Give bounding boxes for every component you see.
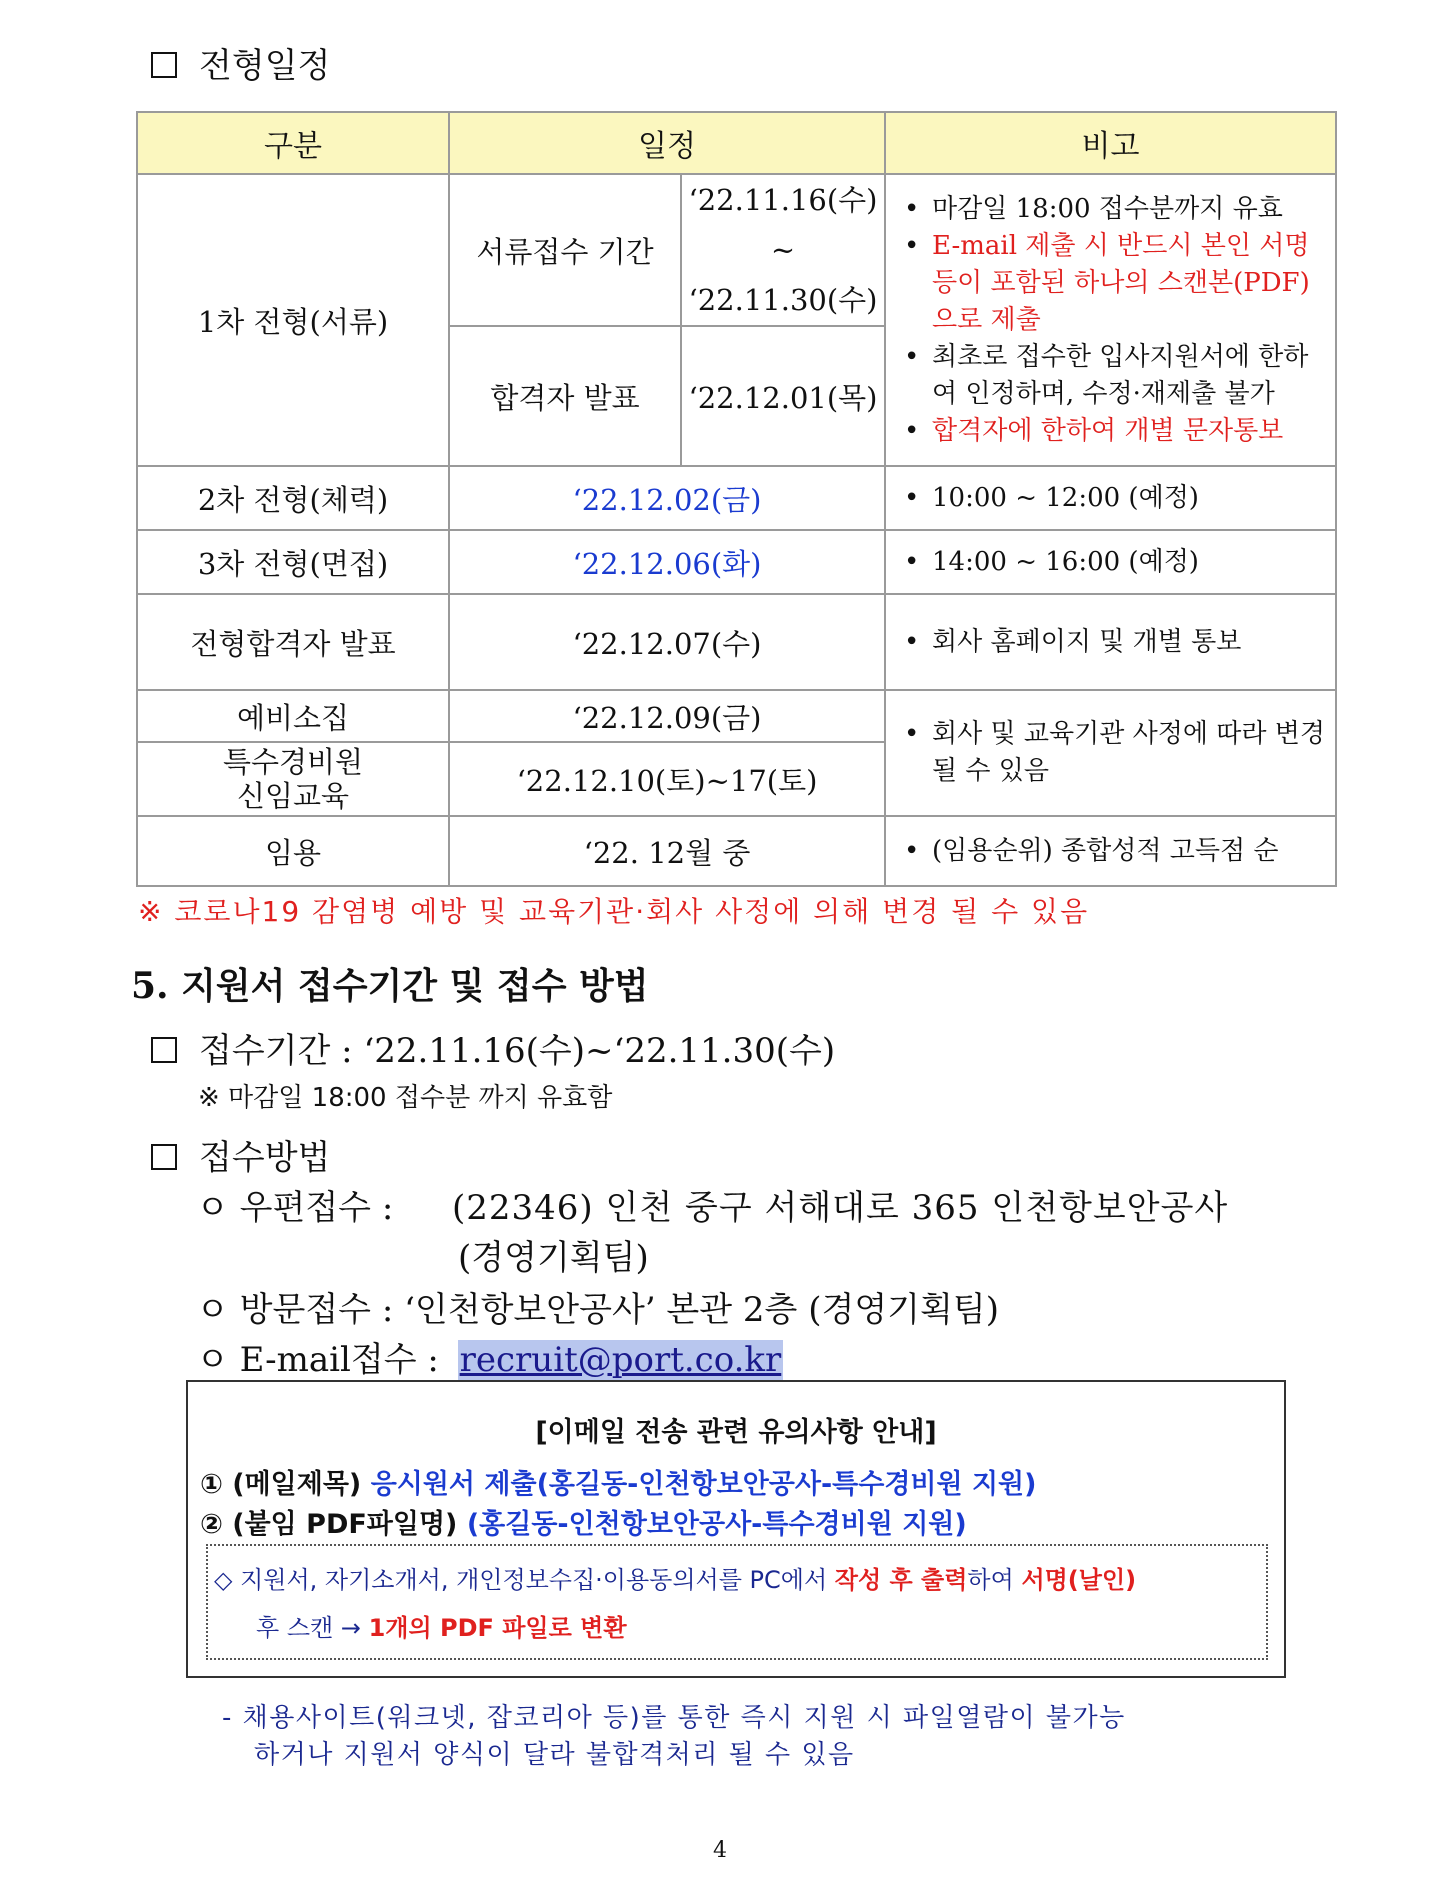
postal-label: ㅇ 우편접수 :: [196, 1188, 394, 1228]
page-number: 4: [713, 1838, 727, 1863]
hire-date: ‘22. 12월 중: [449, 816, 885, 886]
email-link[interactable]: recruit@port.co.kr: [459, 1340, 782, 1380]
stage1-sub2-date: ‘22.12.01(목): [681, 326, 885, 466]
stage1-sub2-label: 합격자 발표: [449, 326, 681, 466]
stage1-sub1-label: 서류접수 기간: [449, 174, 681, 326]
training-label-b: 신임교육: [236, 779, 350, 813]
site-warning-line2: 하거나 지원서 양식이 달라 불합격처리 될 수 있음: [254, 1740, 855, 1770]
table-row: [137, 690, 1336, 742]
reserve-training-note-text: • 회사 및 교육기관 사정에 따라 변경될 수 있음: [904, 716, 1325, 790]
schedule-table: [136, 111, 1337, 887]
email-notice-box: [186, 1380, 1286, 1678]
stage1-label: 1차 전형(서류): [137, 174, 449, 466]
site-warning-line1: - 채용사이트(워크넷, 잡코리아 등)를 통한 즉시 지원 시 파일열람이 불가능: [222, 1703, 1126, 1733]
stage3-note: [885, 530, 1336, 594]
table-row: [137, 466, 1336, 530]
header-remarks: 비고: [885, 112, 1336, 174]
table-row: [137, 530, 1336, 594]
final-note: [885, 594, 1336, 690]
table-row: [137, 816, 1336, 886]
application-method: [151, 1130, 330, 1179]
reserve-training-note: [885, 690, 1336, 816]
training-date: ‘22.12.10(토)~17(토): [449, 742, 885, 816]
stage3-note-text: • 14:00 ~ 16:00 (예정): [904, 544, 1325, 581]
final-note-text: • 회사 홈페이지 및 개별 통보: [904, 624, 1325, 661]
scan-instruction-c: 하여: [967, 1566, 1014, 1594]
stage2-note-text: • 10:00 ~ 12:00 (예정): [904, 480, 1325, 517]
application-method-text: 접수방법: [199, 1138, 331, 1178]
schedule-heading: [151, 38, 330, 87]
stage1-sub1-date: [681, 174, 885, 326]
email-notice-title: [이메일 전송 관련 유의사항 안내]: [535, 1417, 937, 1448]
hire-label: 임용: [137, 816, 449, 886]
covid-note: ※ 코로나19 감염병 예방 및 교육기관·회사 사정에 의해 변경 될 수 있음: [138, 895, 1090, 928]
stage3-date: ‘22.12.06(화): [449, 530, 885, 594]
section5-title: 5. 지원서 접수기간 및 접수 방법: [131, 965, 649, 1007]
stage2-date: ‘22.12.02(금): [449, 466, 885, 530]
scan-instruction-box: [206, 1544, 1268, 1660]
table-row: [137, 174, 1336, 326]
item1-value: 응시원서 제출(홍길동-인천항보안공사-특수경비원 지원): [370, 1469, 1037, 1500]
table-row: [137, 594, 1336, 690]
stage1-note-2: • E-mail 제출 시 반드시 본인 서명 등이 포함된 하나의 스캔본(PDF)으로 제출: [904, 228, 1325, 339]
scan-instruction-d: 서명(날인): [1021, 1566, 1137, 1594]
period-deadline-note: ※ 마감일 18:00 접수분 까지 유효함: [198, 1083, 613, 1113]
item1-prefix: ① (메일제목): [200, 1469, 362, 1500]
email-notice-item2: [200, 1502, 967, 1541]
schedule-heading-text: 전형일정: [199, 46, 331, 86]
application-period-text: 접수기간 : ‘22.11.16(수)~‘22.11.30(수): [199, 1031, 836, 1071]
training-label-a: 특수경비원: [222, 745, 364, 779]
item2-value: (홍길동-인천항보안공사-특수경비원 지원): [466, 1509, 967, 1540]
postal-address-team: (경영기획팀): [458, 1238, 649, 1278]
scan-instruction-line2: [256, 1608, 627, 1643]
final-date: ‘22.12.07(수): [449, 594, 885, 690]
checkbox-icon: [151, 52, 177, 78]
stage1-date-start: ‘22.11.16(수) ~: [688, 183, 878, 267]
checkbox-icon: [151, 1037, 177, 1063]
item2-prefix: ② (붙임 PDF파일명): [200, 1509, 458, 1540]
reserve-label: 예비소집: [137, 690, 449, 742]
reserve-date: ‘22.12.09(금): [449, 690, 885, 742]
postal-address: (22346) 인천 중구 서해대로 365 인천항보안공사: [452, 1188, 1229, 1228]
scan-instruction-b: 작성 후 출력: [834, 1566, 968, 1594]
stage1-notes: [885, 174, 1336, 466]
checkbox-icon: [151, 1144, 177, 1170]
stage3-label: 3차 전형(면접): [137, 530, 449, 594]
header-category: 구분: [137, 112, 449, 174]
scan-instruction-f: 1개의 PDF 파일로 변환: [368, 1614, 627, 1642]
scan-instruction-a: ◇ 지원서, 자기소개서, 개인정보수집·이용동의서를 PC에서: [214, 1566, 828, 1594]
stage1-note-1: • 마감일 18:00 접수분까지 유효: [904, 191, 1325, 228]
stage1-note-4: • 합격자에 한하여 개별 문자통보: [904, 413, 1325, 450]
header-schedule: 일정: [449, 112, 885, 174]
stage2-note: [885, 466, 1336, 530]
application-period: [151, 1023, 835, 1072]
email-application: [196, 1332, 783, 1381]
visit-application: ㅇ 방문접수 : ‘인천항보안공사’ 본관 2층 (경영기획팀): [196, 1290, 999, 1330]
final-label: 전형합격자 발표: [137, 594, 449, 690]
hire-note-text: • (임용순위) 종합성적 고득점 순: [904, 833, 1325, 870]
hire-note: [885, 816, 1336, 886]
training-label: [137, 742, 449, 816]
scan-instruction-line1: [214, 1560, 1136, 1595]
table-header-row: [137, 112, 1336, 174]
stage1-date-end: ‘22.11.30(수): [688, 283, 878, 317]
email-notice-item1: [200, 1462, 1036, 1501]
stage2-label: 2차 전형(체력): [137, 466, 449, 530]
scan-instruction-e: 후 스캔 →: [256, 1614, 361, 1642]
stage1-note-3: • 최초로 접수한 입사지원서에 한하여 인정하며, 수정·재제출 불가: [904, 339, 1325, 413]
email-label: ㅇ E-mail접수 :: [196, 1340, 439, 1380]
